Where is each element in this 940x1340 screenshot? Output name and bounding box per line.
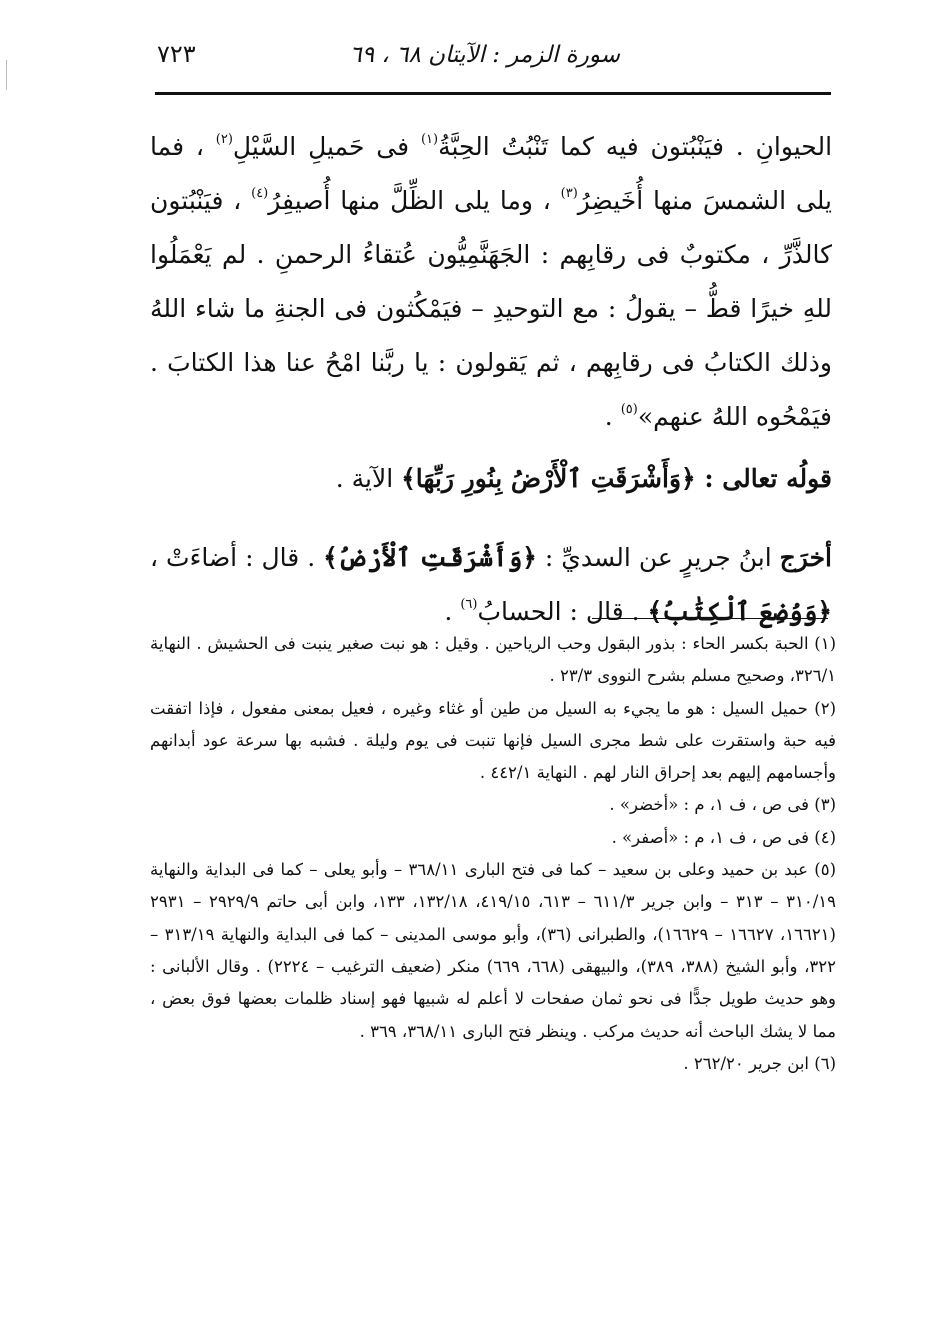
text-run: . <box>604 402 621 431</box>
footnote-4: (٤) فى ص ، ف ١، م : «أصفر» . <box>611 827 836 847</box>
footnote-separator <box>592 618 828 619</box>
quran-verse: ﴿وَوُضِعَ ٱلْكِتَٰبُ﴾ <box>647 597 832 626</box>
page-number: ٧٢٣ <box>157 40 196 68</box>
text-run: . قال : الحسابُ <box>477 597 648 626</box>
footnote-ref-1: (١) <box>420 132 439 147</box>
quran-verse: ﴿وَأَشْرَقَتِ ٱلْأَرْضُ بِنُورِ رَبِّهَا﴾ <box>401 464 696 493</box>
footnote-ref-5: (٥) <box>620 402 638 417</box>
heading-tail: الآية . <box>335 464 402 493</box>
footnote-3: (٣) فى ص ، ف ١، م : «أخضر» . <box>609 795 836 815</box>
footnote-2: (٢) حميل السيل : هو ما يجيء به السيل من طين أو غثاء وغيره ، فعيل بمعنى مفعول ، فإذا اتفقت فيه حبة واستقرت على شط مجرى السيل فإنها تنبت فى يوم وليلة . فشبه بها سرعة عود أبدانهم وأجسامهم إليهم بعد إحراق النار لهم . النهاية ٤٤٢/١ . <box>150 698 836 783</box>
report-lead: أخرَج <box>779 543 832 572</box>
text-run: ، وما يلى الظِّلَّ منها أُصيفِرُ <box>268 186 561 215</box>
header-title: سورة الزمر : الآيتان ٦٨ ، ٦٩ <box>349 42 620 68</box>
text-run: ابنُ جريرٍ عن السديِّ : <box>536 543 780 572</box>
text-run: . قال : أضاءَتْ ، <box>150 543 324 572</box>
scan-edge-mark <box>6 60 8 90</box>
footnote-ref-2: (٢) <box>215 132 233 147</box>
verse-heading <box>150 452 832 506</box>
narration-paragraph <box>150 120 832 444</box>
footnote-ref-3: (٣) <box>560 186 578 201</box>
text-run: فى حَميلِ السَّيْلِ <box>232 132 421 161</box>
text-run: . <box>444 597 461 626</box>
footnote-ref-6: (٦) <box>460 597 478 612</box>
header-rule <box>155 92 831 95</box>
footnote-6: (٦) ابن جرير ٢٦٢/٢٠ . <box>683 1053 836 1073</box>
footnote-1: (١) الحبة بكسر الحاء : بذور البقول وحب الرياحين . وقيل : هو نبت صغير ينبت فى الحشيش . النهاية ٣٢٦/١، وصحيح مسلم بشرح النووى ٢٣/٣ . <box>150 634 836 686</box>
heading-lead: قولُه تعالى : <box>695 464 832 493</box>
text-run: الحيوانِ . فيَنْبُتون فيه كما تَنْبُتُ الحِبَّةُ <box>438 132 833 161</box>
text-run: ، فما يلى الشمسَ منها أُخَيضِرُ <box>150 132 832 215</box>
footnote-ref-4: (٤) <box>251 186 269 201</box>
footnote-5: (٥) عبد بن حميد وعلى بن سعيد – كما فى فتح البارى ٣٦٨/١١ – وأبو يعلى – كما فى البداية والنهاية ٣١٠/١٩ – ٣١٣ – وابن جرير ٦١١/٣ – ٦١٣، ٤١٩/١٥، ١٣٢/١٨، ١٣٣، وابن أبى حاتم ٢٩٢٩/٩ – ٢٩٣١ (١٦٦٢١، ١٦٦٢٧ – ١٦٦٢٩)، والطبرانى (٣٦)، وأبو موسى المدينى – كما فى البداية والنهاية ٣١٣/١٩ – ٣٢٢، وأبو الشيخ (٣٨٨، ٣٨٩)، والبيهقى (٦٦٨، ٦٦٩) منكر (ضعيف الترغيب – ٢٢٢٤) . وقال الألبانى : وهو حديث طويل جدًّا فى نحو ثمان صفحات لا أعلم له شبيها فهو إسناد ظلمات بعضها فوق بعض ، مما لا يشك الباحث أنه حديث مركب . وينظر فتح البارى ٣٦٨/١١، ٣٦٩ . <box>150 860 836 1041</box>
main-text <box>150 120 832 639</box>
running-header <box>155 38 830 86</box>
text-run: ، فيَنْبُتون كالذَّرِّ ، مكتوبٌ فى رقابِهم : الجَهَنَّمِيُّون عُتقاءُ الرحمنِ . لم يَعْمَلُوا للهِ خيرًا قطُّ – يقولُ : مع التوحيدِ – فيَمْكُثون فى الجنةِ ما شاء اللهُ وذلك الكتابُ فى رقابِهم ، ثم يَقولون : يا ربَّنا امْحُ عنا هذا الكتابَ . فيَمْحُوه اللهُ عنهم» <box>150 186 832 431</box>
quran-verse: ﴿وَأَشْرَقَتِ ٱلْأَرْضُ﴾ <box>323 543 537 572</box>
footnotes <box>150 628 836 1080</box>
report-paragraph <box>150 531 832 639</box>
